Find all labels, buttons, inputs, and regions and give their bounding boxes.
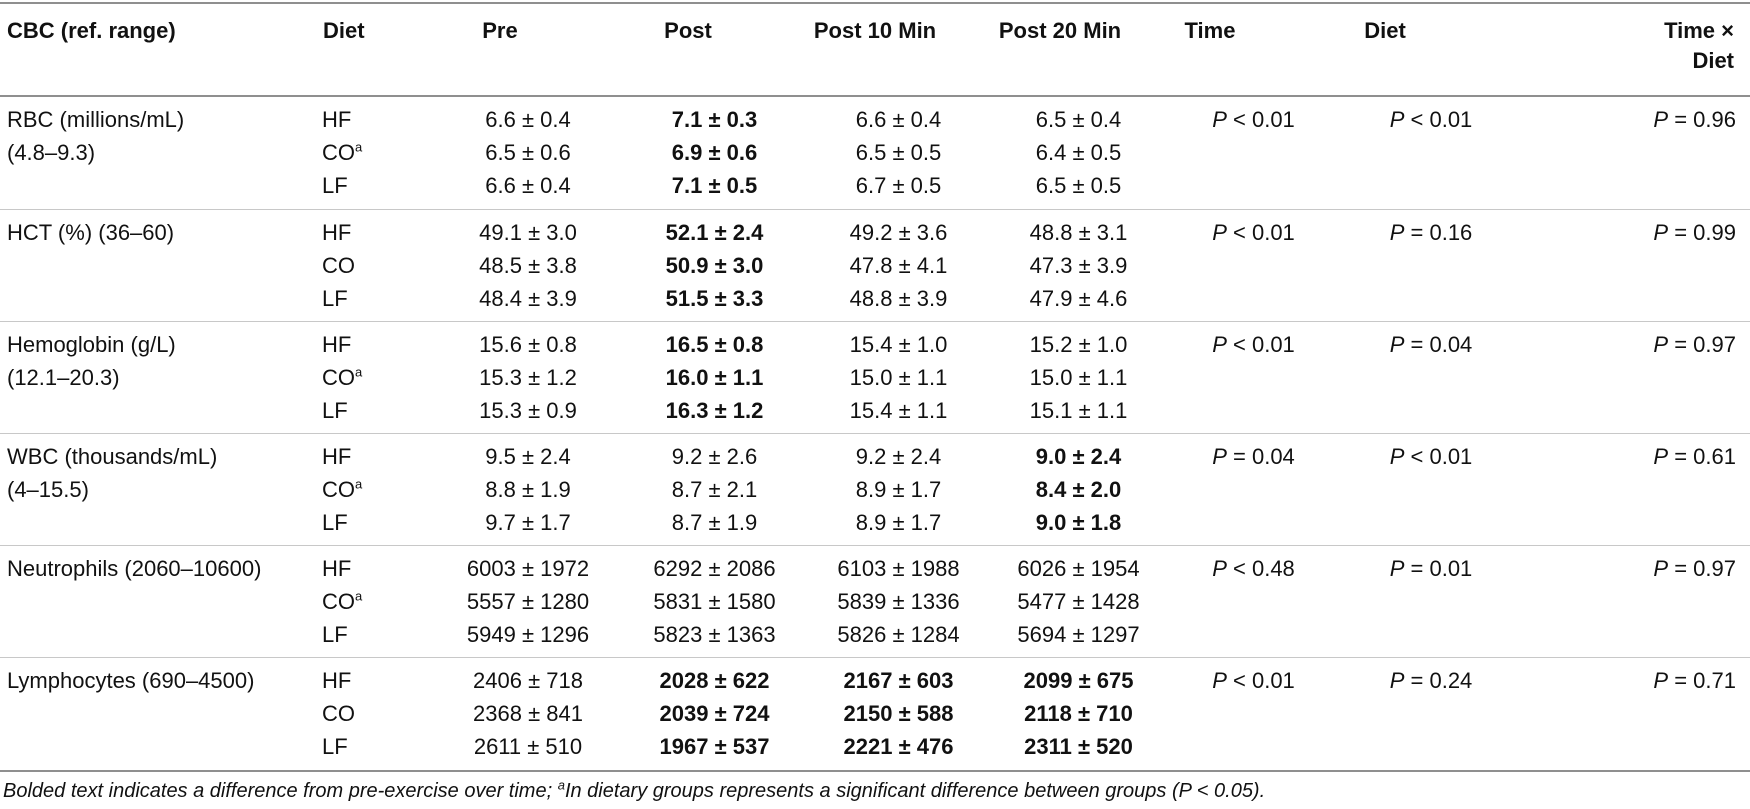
value-post10: 5826 ± 1284 <box>837 621 960 647</box>
value-pre: 5949 ± 1296 <box>466 621 590 647</box>
p-symbol: P <box>1212 219 1227 245</box>
parameter-name: WBC (thousands/mL) <box>7 443 218 469</box>
value-pre: 15.3 ± 0.9 <box>479 397 577 423</box>
diet-label <box>322 282 433 315</box>
parameter-name: (4–15.5) <box>7 476 89 502</box>
value-post10: 6.7 ± 0.5 <box>855 173 942 198</box>
p-diet-cell <box>1341 97 1521 209</box>
value-post10: 8.9 ± 1.7 <box>855 509 942 535</box>
diet-code: CO <box>322 700 355 726</box>
p-time-value <box>1166 552 1341 585</box>
diet-code: HF <box>322 107 352 132</box>
value-post10: 2150 ± 588 <box>843 700 954 726</box>
p-time-value <box>1166 103 1341 136</box>
diet-label <box>322 585 433 618</box>
p-time-text: < 0.01 <box>1233 331 1295 357</box>
p-diet-cell <box>1341 209 1521 321</box>
p-time-value <box>1166 440 1341 473</box>
p-symbol: P <box>1653 443 1669 469</box>
diet-label <box>322 552 433 585</box>
value-post: 7.1 ± 0.5 <box>671 173 758 198</box>
value-post10: 9.2 ± 2.4 <box>855 443 942 469</box>
table-row <box>0 97 1750 209</box>
p-time-cell <box>1166 545 1341 657</box>
header-post-10: Post 10 Min <box>813 18 937 43</box>
p-diet-text: = 0.01 <box>1410 555 1473 581</box>
value-post10: 15.4 ± 1.1 <box>849 397 948 423</box>
p-interaction-cell <box>1521 321 1750 433</box>
value-pre: 9.7 ± 1.7 <box>485 509 571 535</box>
value-post20: 6.5 ± 0.5 <box>1035 173 1122 198</box>
p-interaction-cell <box>1521 657 1750 769</box>
diet-superscript: a <box>355 364 363 380</box>
header-diet: Diet <box>323 18 365 43</box>
value-pre: 6.5 ± 0.6 <box>485 140 571 165</box>
value-cell-post10 <box>806 321 991 433</box>
diet-code: LF <box>322 509 348 535</box>
p-diet-value <box>1341 552 1521 585</box>
value-pre: 2406 ± 718 <box>473 667 583 693</box>
table-row <box>0 321 1750 433</box>
p-diet-cell <box>1341 545 1521 657</box>
diet-label <box>322 328 433 361</box>
value-cell-post10 <box>806 209 991 321</box>
p-interaction-text: = 0.97 <box>1674 555 1736 581</box>
parameter-name: (12.1–20.3) <box>7 364 120 390</box>
diet-label <box>322 103 433 136</box>
p-symbol: P <box>1389 219 1405 245</box>
value-post: 6.9 ± 0.6 <box>671 140 758 165</box>
value-post: 16.3 ± 1.2 <box>665 397 764 423</box>
value-post10: 8.9 ± 1.7 <box>855 476 942 502</box>
value-cell-post20 <box>991 545 1166 657</box>
diet-superscript: a <box>355 476 363 492</box>
parameter-cell <box>0 657 316 769</box>
value-pre: 6.6 ± 0.4 <box>485 107 571 132</box>
value-post20: 5694 ± 1297 <box>1017 621 1140 647</box>
value-post20: 15.0 ± 1.1 <box>1029 364 1128 390</box>
diet-label <box>322 506 433 539</box>
value-post: 16.5 ± 0.8 <box>665 331 764 357</box>
value-post10: 15.4 ± 1.0 <box>849 331 948 357</box>
value-post: 8.7 ± 2.1 <box>671 476 758 502</box>
diet-label <box>322 249 433 282</box>
value-post: 51.5 ± 3.3 <box>665 285 764 311</box>
parameter-cell <box>0 433 316 545</box>
p-symbol: P <box>1212 107 1227 132</box>
diet-code: LF <box>322 285 348 311</box>
footnote-text-2: In dietary groups represents a significant difference between groups (P < 0.05). <box>564 780 1266 802</box>
data-table <box>0 97 1750 769</box>
p-symbol: P <box>1389 667 1405 693</box>
parameter-cell <box>0 321 316 433</box>
value-pre: 9.5 ± 2.4 <box>485 443 571 469</box>
p-symbol: P <box>1653 331 1669 357</box>
p-diet-cell <box>1341 433 1521 545</box>
diet-label <box>322 394 433 427</box>
p-diet-value <box>1341 103 1521 136</box>
header-time: Time <box>1184 18 1236 43</box>
value-pre: 49.1 ± 3.0 <box>479 219 577 245</box>
value-cell-pre <box>433 433 623 545</box>
value-post10: 49.2 ± 3.6 <box>849 219 948 245</box>
parameter-name: (4.8–9.3) <box>7 140 96 165</box>
value-pre: 48.5 ± 3.8 <box>479 252 577 278</box>
value-post: 16.0 ± 1.1 <box>665 364 764 390</box>
diet-code: CO <box>322 252 355 278</box>
header-post-20: Post 20 Min <box>998 18 1122 43</box>
value-cell-post <box>623 657 806 769</box>
value-post: 6292 ± 2086 <box>653 555 776 581</box>
p-interaction-text: = 0.71 <box>1674 667 1736 693</box>
diet-label <box>322 440 433 473</box>
diet-code: CO <box>322 476 355 502</box>
p-interaction-text: = 0.97 <box>1674 331 1736 357</box>
value-post20: 2118 ± 710 <box>1024 700 1133 726</box>
value-post10: 47.8 ± 4.1 <box>849 252 948 278</box>
p-diet-value <box>1341 216 1521 249</box>
value-post20: 15.2 ± 1.0 <box>1029 331 1128 357</box>
value-post10: 6103 ± 1988 <box>837 555 960 581</box>
value-post: 9.2 ± 2.6 <box>671 443 758 469</box>
p-time-value <box>1166 216 1341 249</box>
diet-superscript: a <box>355 139 363 155</box>
p-symbol: P <box>1212 443 1227 469</box>
p-time-cell <box>1166 433 1341 545</box>
p-time-text: < 0.48 <box>1233 555 1295 581</box>
p-symbol: P <box>1653 219 1669 245</box>
value-post20: 6026 ± 1954 <box>1017 555 1140 581</box>
value-post: 50.9 ± 3.0 <box>665 252 764 278</box>
p-time-value <box>1166 664 1341 697</box>
p-symbol: P <box>1653 107 1669 132</box>
p-diet-value <box>1341 664 1521 697</box>
value-post10: 2167 ± 603 <box>843 667 954 693</box>
diet-cell <box>316 209 433 321</box>
value-cell-post <box>623 97 806 209</box>
p-symbol: P <box>1212 667 1227 693</box>
parameter-name: Neutrophils (2060–10600) <box>7 555 262 581</box>
parameter-name: Hemoglobin (g/L) <box>7 331 176 357</box>
diet-code: CO <box>322 364 355 390</box>
p-symbol: P <box>1389 107 1405 132</box>
parameter-name: RBC (millions/mL) <box>7 107 185 132</box>
table-row <box>0 657 1750 769</box>
value-cell-pre <box>433 321 623 433</box>
parameter-name: HCT (%) (36–60) <box>7 219 175 245</box>
value-cell-pre <box>433 545 623 657</box>
value-cell-post10 <box>806 97 991 209</box>
diet-code: LF <box>322 397 348 423</box>
table-row <box>0 433 1750 545</box>
value-post20: 8.4 ± 2.0 <box>1035 476 1122 502</box>
value-pre: 2611 ± 510 <box>473 733 583 759</box>
value-cell-pre <box>433 97 623 209</box>
p-interaction-cell <box>1521 545 1750 657</box>
diet-cell <box>316 545 433 657</box>
value-post: 2028 ± 622 <box>659 667 770 693</box>
diet-cell <box>316 97 433 209</box>
p-diet-value <box>1341 440 1521 473</box>
diet-label <box>322 169 433 202</box>
header-interaction-line2: Diet <box>1692 48 1734 73</box>
parameter-cell <box>0 545 316 657</box>
diet-label <box>322 618 433 651</box>
value-post10: 2221 ± 476 <box>843 733 954 759</box>
p-interaction-cell <box>1521 209 1750 321</box>
value-post: 52.1 ± 2.4 <box>665 219 764 245</box>
p-time-text: < 0.01 <box>1233 667 1295 693</box>
p-time-text: < 0.01 <box>1233 107 1295 132</box>
value-post20: 2311 ± 520 <box>1024 733 1133 759</box>
value-pre: 5557 ± 1280 <box>466 588 590 614</box>
p-symbol: P <box>1389 555 1405 581</box>
footer-rule <box>0 770 1750 772</box>
header-cbc: CBC (ref. range) <box>7 18 176 43</box>
p-time-cell <box>1166 209 1341 321</box>
table-row <box>0 209 1750 321</box>
value-post20: 2099 ± 675 <box>1023 667 1134 693</box>
diet-label <box>322 361 433 394</box>
value-cell-post <box>623 545 806 657</box>
p-diet-text: < 0.01 <box>1410 107 1473 132</box>
value-pre: 8.8 ± 1.9 <box>485 476 571 502</box>
value-cell-post20 <box>991 321 1166 433</box>
p-time-cell <box>1166 657 1341 769</box>
value-cell-post <box>623 433 806 545</box>
value-post20: 6.4 ± 0.5 <box>1035 140 1122 165</box>
header-post: Post <box>664 18 712 43</box>
p-interaction-cell <box>1521 433 1750 545</box>
value-cell-post <box>623 209 806 321</box>
parameter-cell <box>0 209 316 321</box>
value-post: 2039 ± 724 <box>659 700 770 726</box>
value-cell-post10 <box>806 657 991 769</box>
diet-code: HF <box>322 443 352 469</box>
value-post: 1967 ± 537 <box>659 733 770 759</box>
p-symbol: P <box>1389 331 1405 357</box>
p-diet-value <box>1341 328 1521 361</box>
value-post10: 5839 ± 1336 <box>837 588 960 614</box>
p-interaction-value <box>1521 103 1736 136</box>
diet-label <box>322 697 433 730</box>
p-diet-text: = 0.04 <box>1410 331 1473 357</box>
diet-cell <box>316 321 433 433</box>
p-diet-cell <box>1341 321 1521 433</box>
value-post10: 15.0 ± 1.1 <box>849 364 948 390</box>
diet-cell <box>316 657 433 769</box>
diet-code: HF <box>322 667 352 693</box>
value-post20: 9.0 ± 1.8 <box>1035 509 1122 535</box>
header-diet-p: Diet <box>1364 18 1406 43</box>
diet-code: CO <box>322 140 355 165</box>
p-time-text: = 0.04 <box>1233 443 1295 469</box>
p-time-cell <box>1166 97 1341 209</box>
diet-label <box>322 664 433 697</box>
parameter-cell <box>0 97 316 209</box>
value-post20: 5477 ± 1428 <box>1017 588 1140 614</box>
diet-label <box>322 136 433 169</box>
p-interaction-text: = 0.61 <box>1674 443 1736 469</box>
p-diet-cell <box>1341 657 1521 769</box>
value-post10: 48.8 ± 3.9 <box>849 285 948 311</box>
p-interaction-value <box>1521 440 1736 473</box>
p-diet-text: = 0.16 <box>1410 219 1473 245</box>
p-interaction-text: = 0.99 <box>1674 219 1736 245</box>
value-post20: 15.1 ± 1.1 <box>1029 397 1128 423</box>
diet-code: HF <box>322 555 352 581</box>
value-cell-pre <box>433 209 623 321</box>
diet-code: LF <box>322 733 348 759</box>
value-cell-post20 <box>991 657 1166 769</box>
header-interaction <box>1620 16 1750 76</box>
p-symbol: P <box>1212 555 1227 581</box>
diet-label <box>322 473 433 506</box>
p-time-value <box>1166 328 1341 361</box>
footnote-superscript: a <box>557 777 565 793</box>
p-interaction-text: = 0.96 <box>1674 107 1736 132</box>
value-cell-pre <box>433 657 623 769</box>
value-post10: 6.5 ± 0.5 <box>855 140 942 165</box>
value-post: 5823 ± 1363 <box>653 621 776 647</box>
p-diet-text: = 0.24 <box>1410 667 1473 693</box>
diet-label <box>322 730 433 763</box>
header-pre: Pre <box>482 18 518 43</box>
value-pre: 6.6 ± 0.4 <box>485 173 571 198</box>
value-cell-post10 <box>806 545 991 657</box>
value-pre: 48.4 ± 3.9 <box>479 285 577 311</box>
value-pre: 2368 ± 841 <box>473 700 583 726</box>
p-interaction-cell <box>1521 97 1750 209</box>
value-post20: 48.8 ± 3.1 <box>1029 219 1128 245</box>
value-cell-post20 <box>991 97 1166 209</box>
value-pre: 15.6 ± 0.8 <box>479 331 577 357</box>
diet-code: HF <box>322 331 352 357</box>
p-symbol: P <box>1389 443 1405 469</box>
value-cell-post <box>623 321 806 433</box>
value-cell-post10 <box>806 433 991 545</box>
p-symbol: P <box>1653 667 1669 693</box>
diet-cell <box>316 433 433 545</box>
diet-code: LF <box>322 621 348 647</box>
value-post20: 47.3 ± 3.9 <box>1029 252 1128 278</box>
value-pre: 15.3 ± 1.2 <box>479 364 577 390</box>
value-post10: 6.6 ± 0.4 <box>855 107 942 132</box>
header-interaction-line1: Time × <box>1664 18 1734 43</box>
table-row <box>0 545 1750 657</box>
diet-code: LF <box>322 173 348 198</box>
p-time-text: < 0.01 <box>1233 219 1295 245</box>
diet-label <box>322 216 433 249</box>
top-rule <box>0 2 1750 4</box>
value-post: 7.1 ± 0.3 <box>671 107 758 132</box>
value-post: 5831 ± 1580 <box>653 588 776 614</box>
footnote <box>3 777 1265 805</box>
footnote-text-1: Bolded text indicates a difference from pre-exercise over time; <box>3 780 558 802</box>
p-interaction-value <box>1521 552 1736 585</box>
p-symbol: P <box>1653 555 1669 581</box>
p-interaction-value <box>1521 664 1736 697</box>
p-interaction-value <box>1521 216 1736 249</box>
value-post20: 9.0 ± 2.4 <box>1035 443 1122 469</box>
p-symbol: P <box>1212 331 1227 357</box>
value-pre: 6003 ± 1972 <box>466 555 590 581</box>
diet-code: HF <box>322 219 352 245</box>
value-cell-post20 <box>991 433 1166 545</box>
value-post20: 6.5 ± 0.4 <box>1035 107 1122 132</box>
value-post: 8.7 ± 1.9 <box>671 509 758 535</box>
diet-superscript: a <box>355 588 363 604</box>
parameter-name: Lymphocytes (690–4500) <box>7 667 255 693</box>
value-cell-post20 <box>991 209 1166 321</box>
value-post20: 47.9 ± 4.6 <box>1029 285 1128 311</box>
p-interaction-value <box>1521 328 1736 361</box>
p-time-cell <box>1166 321 1341 433</box>
p-diet-text: < 0.01 <box>1410 443 1473 469</box>
diet-code: CO <box>322 588 355 614</box>
